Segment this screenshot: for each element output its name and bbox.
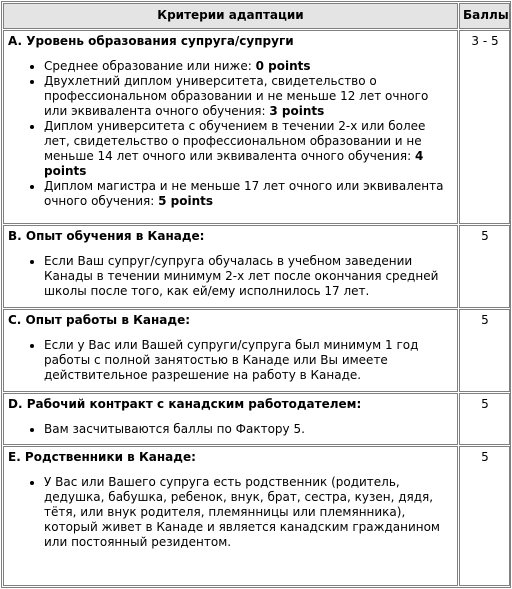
item-text: Двухлетний диплом университета, свидетельство о профессиональном образовании и не меньше 12 лет очного или эквивалента очного обучения: [44, 74, 429, 118]
item-text: Если Ваш супруг/супруга обучалась в учебном заведении Канады в течении минимум 2-х лет после окончания средней школы после того, как ей/ему исполнилось 17 лет. [44, 254, 439, 298]
bullet-list [8, 59, 454, 209]
header-criteria: Критерии адаптации [3, 3, 458, 29]
criteria-cell [3, 30, 458, 224]
criteria-table [2, 2, 511, 587]
score-cell: 5 [459, 225, 510, 308]
item-text: Диплом магистра и не меньше 17 лет очного или эквивалента очного обучения: [44, 179, 444, 208]
criteria-cell [3, 393, 458, 445]
bullet-list [8, 475, 454, 550]
list-item [44, 119, 454, 179]
table-row [3, 30, 510, 224]
section-title: C. Опыт работы в Канаде: [8, 313, 191, 327]
item-text: Если у Вас или Вашей супруги/супруга был минимум 1 год работы с полной занятостью в Канаде или Вы имеете действительное разрешение на работу в Канаде. [44, 338, 419, 382]
criteria-cell [3, 309, 458, 392]
list-item [44, 179, 454, 209]
section-title: D. Рабочий контракт с канадским работодателем: [8, 397, 362, 411]
item-points: 4 points [44, 149, 424, 178]
score-cell: 5 [459, 309, 510, 392]
header-row [3, 3, 510, 29]
table-row [3, 309, 510, 392]
list-item [44, 475, 454, 550]
table-row [3, 393, 510, 445]
table-row [3, 225, 510, 308]
score-cell: 5 [459, 446, 510, 586]
list-item [44, 338, 454, 383]
criteria-cell [3, 225, 458, 308]
list-item [44, 254, 454, 299]
item-text: Среднее образование или ниже: [44, 59, 256, 73]
bullet-list [8, 422, 454, 437]
item-points: 5 points [158, 194, 214, 208]
section-title: A. Уровень образования супруга/супруги [8, 34, 294, 48]
bullet-list [8, 254, 454, 299]
item-text: У Вас или Вашего супруга есть родственник (родитель, дедушка, бабушка, ребенок, внук, брат, сестра, кузен, дядя, тётя, или внук родителя, племянницы или племянника), который живет в Канаде и является канадским гражданином или постоянный резидентом. [44, 475, 440, 549]
table-row [3, 446, 510, 586]
list-item [44, 74, 454, 119]
item-text: Вам засчитываются баллы по Фактору 5. [44, 422, 305, 436]
list-item [44, 422, 454, 437]
adaptation-criteria-table [1, 1, 511, 588]
header-points: Баллы [459, 3, 510, 29]
section-title: B. Опыт обучения в Канаде: [8, 229, 205, 243]
score-cell: 3 - 5 [459, 30, 510, 224]
list-item [44, 59, 454, 74]
score-cell: 5 [459, 393, 510, 445]
item-text: Диплом университета с обучением в течении 2-х или более лет, свидетельство о профессиональном образовании и не меньше 14 лет очного или эквивалента очного обучения: [44, 119, 426, 163]
section-title: E. Родственники в Канаде: [8, 450, 196, 464]
item-points: 3 points [269, 104, 325, 118]
criteria-cell [3, 446, 458, 586]
item-points: 0 points [255, 59, 311, 73]
bullet-list [8, 338, 454, 383]
